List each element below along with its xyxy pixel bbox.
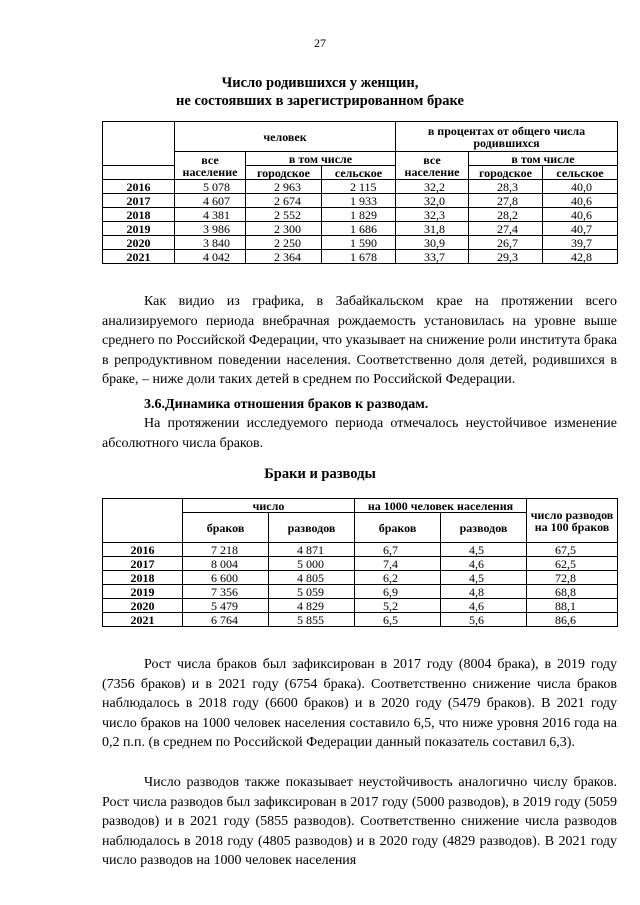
table-row — [103, 585, 618, 599]
table2-header-divorces-per100: число разводов на 100 браков — [527, 499, 618, 543]
page-number: 27 — [314, 36, 326, 50]
table-cell: 5,6 — [441, 613, 527, 627]
table-cell: 4,8 — [441, 585, 527, 599]
table1-corner-cell — [103, 122, 175, 166]
table-cell: 72,8 — [527, 571, 618, 585]
table-cell: 40,6 — [543, 194, 618, 208]
table1-header-urban-2: городское — [469, 166, 543, 180]
table2-header-per1000: на 1000 человек населения — [355, 499, 527, 513]
table-cell: 30,9 — [396, 236, 469, 250]
table-cell: 4,5 — [441, 571, 527, 585]
row-year-cell: 2019 — [103, 585, 183, 599]
table-cell: 67,5 — [527, 543, 618, 557]
row-year-cell: 2018 — [103, 571, 183, 585]
table1-header-urban-1: городское — [246, 166, 322, 180]
section-heading-3-6: 3.6.Динамика отношения браков к разводам. — [144, 397, 429, 412]
table-cell: 4 042 — [175, 250, 246, 264]
table-cell: 5 078 — [175, 180, 246, 194]
table-cell: 5,2 — [355, 599, 441, 613]
table-cell: 2 963 — [246, 180, 322, 194]
row-year-cell: 2020 — [103, 599, 183, 613]
table-cell: 7 356 — [183, 585, 269, 599]
table-cell: 6,7 — [355, 543, 441, 557]
row-year-cell: 2021 — [103, 613, 183, 627]
table-row — [103, 613, 618, 627]
table-cell: 1 590 — [322, 236, 396, 250]
table-cell: 6,9 — [355, 585, 441, 599]
table2-title: Браки и разводы — [264, 466, 376, 482]
table1-body — [103, 180, 618, 264]
table-cell: 1 933 — [322, 194, 396, 208]
paragraph-marriages-intro: На протяжении исследуемого периода отмечалось неустойчивое изменение абсолютного числа браков. — [102, 416, 617, 451]
table-cell: 26,7 — [469, 236, 543, 250]
row-year-cell: 2021 — [103, 250, 175, 264]
table1-title-line1: Число родившихся у женщин, — [221, 75, 419, 91]
table-cell: 1 678 — [322, 250, 396, 264]
row-year-cell: 2016 — [103, 543, 183, 557]
table-row — [103, 236, 618, 250]
table2-header-marriages-1: браков — [183, 513, 269, 543]
table-cell: 27,4 — [469, 222, 543, 236]
table-cell: 40,7 — [543, 222, 618, 236]
table-cell: 5 479 — [183, 599, 269, 613]
row-year-cell: 2019 — [103, 222, 175, 236]
table-cell: 4 829 — [269, 599, 355, 613]
table1-header-all-2: все население — [396, 152, 469, 180]
table-cell: 6,5 — [355, 613, 441, 627]
paragraph-births-analysis: Как видио из графика, в Забайкальском крае на протяжении всего анализируемого периода внебрачная рождаемость установилась на уровне выше среднего по Российской Федерации, что указывает на снижение роли института брака в репродуктивном поведении населения. Соответственно доля детей, родившихся в браке, – ниже доли таких детей в среднем по Российской Федерации. — [102, 294, 617, 387]
row-year-cell: 2017 — [103, 557, 183, 571]
table-cell: 6,2 — [355, 571, 441, 585]
table-cell: 40,6 — [543, 208, 618, 222]
births-outside-marriage-table — [102, 121, 618, 264]
table2-body — [103, 543, 618, 627]
table-row — [103, 557, 618, 571]
table1-subheader-blank — [103, 166, 175, 180]
paragraph-divorces-analysis: Число разводов также показывает неустойчивость аналогично числу браков. Рост числа разводов был зафиксирован в 2017 году (5000 разводов), в 2019 году (5059 разводов) и в 2021 году (5855 разводов). Соответственно снижение числа разводов наблюдалось в 2018 году (4805 разводов) и в 2020 году (4829 разводов). В 2021 году число разводов на 1000 человек населения — [102, 775, 617, 868]
table-cell: 28,2 — [469, 208, 543, 222]
table-cell: 39,7 — [543, 236, 618, 250]
table2-corner-cell — [103, 499, 183, 543]
marriages-divorces-table — [102, 498, 618, 627]
table-cell: 1 686 — [322, 222, 396, 236]
table-cell: 6 764 — [183, 613, 269, 627]
table-cell: 32,2 — [396, 180, 469, 194]
table-cell: 8 004 — [183, 557, 269, 571]
table-cell: 1 829 — [322, 208, 396, 222]
table-cell: 42,8 — [543, 250, 618, 264]
table-cell: 2 115 — [322, 180, 396, 194]
table-cell: 86,6 — [527, 613, 618, 627]
table-cell: 28,3 — [469, 180, 543, 194]
table-cell: 33,7 — [396, 250, 469, 264]
table-cell: 4 381 — [175, 208, 246, 222]
row-year-cell: 2017 — [103, 194, 175, 208]
table-cell: 4,5 — [441, 543, 527, 557]
table2-header-divorces-2: разводов — [441, 513, 527, 543]
table1-header-including-1: в том числе — [246, 152, 396, 166]
table2-header-number: число — [183, 499, 355, 513]
table-row — [103, 222, 618, 236]
row-year-cell: 2016 — [103, 180, 175, 194]
table1-header-rural-1: сельское — [322, 166, 396, 180]
table1-title-line2: не состоявших в зарегистрированном браке — [176, 93, 464, 109]
row-year-cell: 2018 — [103, 208, 175, 222]
table-cell: 2 674 — [246, 194, 322, 208]
table-cell: 5 000 — [269, 557, 355, 571]
row-year-cell: 2020 — [103, 236, 175, 250]
table-row — [103, 250, 618, 264]
table-cell: 2 552 — [246, 208, 322, 222]
table-row — [103, 543, 618, 557]
table-cell: 40,0 — [543, 180, 618, 194]
table-cell: 4,6 — [441, 599, 527, 613]
table-cell: 5 855 — [269, 613, 355, 627]
table-cell: 6 600 — [183, 571, 269, 585]
table-row — [103, 208, 618, 222]
table1-header-percent: в процентах от общего числа родившихся — [396, 122, 618, 152]
table-cell: 29,3 — [469, 250, 543, 264]
table-cell: 88,1 — [527, 599, 618, 613]
table1-title — [0, 74, 640, 110]
table2-header-marriages-2: браков — [355, 513, 441, 543]
table-cell: 4 871 — [269, 543, 355, 557]
table-cell: 7 218 — [183, 543, 269, 557]
table-cell: 2 300 — [246, 222, 322, 236]
table-cell: 5 059 — [269, 585, 355, 599]
table-cell: 4 607 — [175, 194, 246, 208]
table1-header-rural-2: сельское — [543, 166, 618, 180]
table-cell: 4,6 — [441, 557, 527, 571]
table2-header-divorces-1: разводов — [269, 513, 355, 543]
table-cell: 32,3 — [396, 208, 469, 222]
table-cell: 2 364 — [246, 250, 322, 264]
table-cell: 3 840 — [175, 236, 246, 250]
table-row — [103, 194, 618, 208]
table-cell: 31,8 — [396, 222, 469, 236]
table1-header-people: человек — [175, 122, 396, 152]
table-cell: 7,4 — [355, 557, 441, 571]
table-cell: 27,8 — [469, 194, 543, 208]
table-cell: 4 805 — [269, 571, 355, 585]
table-row — [103, 571, 618, 585]
table-row — [103, 180, 618, 194]
table-cell: 2 250 — [246, 236, 322, 250]
table-cell: 68,8 — [527, 585, 618, 599]
table-cell: 32,0 — [396, 194, 469, 208]
table-cell: 62,5 — [527, 557, 618, 571]
table1-header-all: все население — [175, 152, 246, 180]
table1-header-including-2: в том числе — [469, 152, 618, 166]
paragraph-marriages-analysis: Рост числа браков был зафиксирован в 2017 году (8004 брака), в 2019 году (7356 браков) и в 2021 году (6754 брака). Соответственно снижение числа браков наблюдалось в 2018 году (6600 браков) и в 2020 году (5479 браков). В 2021 году число браков на 1000 человек населения составило 6,5, что ниже уровня 2016 года на 0,2 п.п. (в среднем по Российской Федерации данный показатель составил 6,3). — [102, 657, 617, 750]
table-cell: 3 986 — [175, 222, 246, 236]
table-row — [103, 599, 618, 613]
